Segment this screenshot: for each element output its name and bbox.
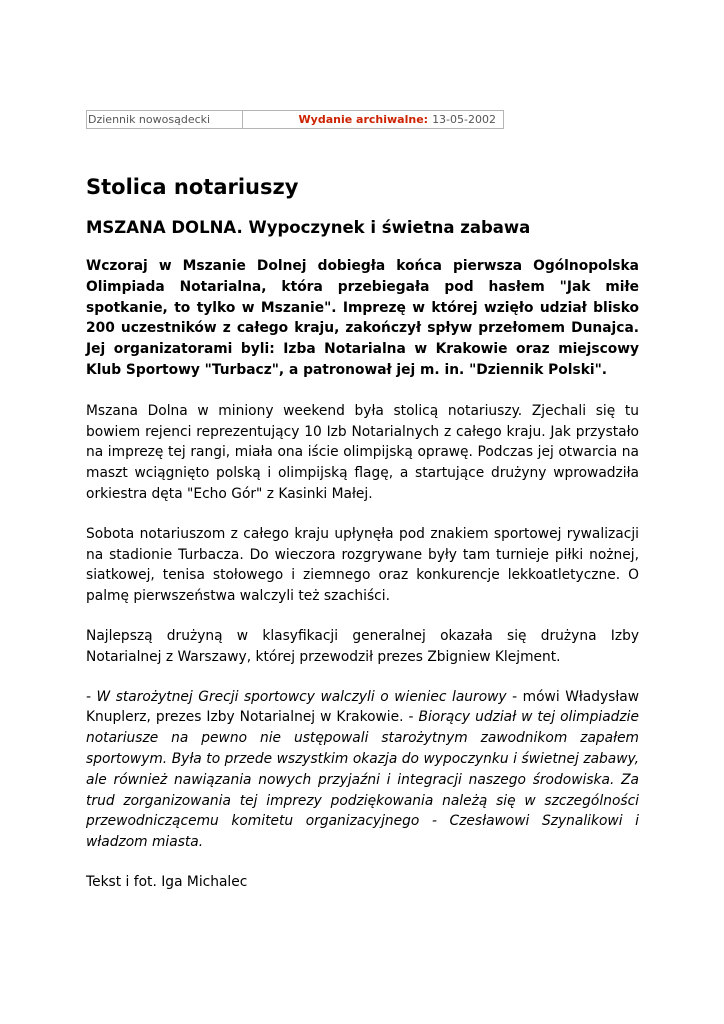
source-cell: [87, 111, 243, 128]
author-credit: Tekst i fot. Iga Michalec: [86, 873, 248, 890]
archive-label: Wydanie archiwalne:: [298, 113, 429, 126]
edition-header: [86, 110, 504, 129]
article-title: Stolica notariuszy: [86, 175, 299, 199]
article-subtitle: MSZANA DOLNA. Wypoczynek i świetna zabawa: [86, 218, 531, 237]
quote-part-1: - W starożytnej Grecji sportowcy walczyli o wieniec laurowy: [86, 688, 507, 705]
article-body: [86, 256, 639, 912]
source-name: Dziennik nowosądecki: [88, 113, 211, 126]
paragraph-2: Sobota notariuszom z całego kraju upłynęła pod znakiem sportowej rywalizacji na stadionie Turbacza. Do wieczora rozgrywane były tam turnieje piłki nożnej, siatkowej, tenisa stołowego i ziemnego oraz konkurencje lekkoatletyczne. O palmę pierwszeństwa walczyli też szachiści.: [86, 525, 639, 605]
paragraph-3: Najlepszą drużyną w klasyfikacji generalnej okazała się drużyna Izby Notarialnej z Warszawy, której przewodził prezes Zbigniew Klejment.: [86, 627, 639, 665]
quote-paragraph: [86, 687, 639, 853]
article-lead: Wczoraj w Mszanie Dolnej dobiegła końca pierwsza Ogólnopolska Olimpiada Notarialna, która przebiegała pod hasłem "Jak miłe spotkanie, to tylko w Mszanie". Imprezę w której wzięło udział blisko 200 uczestników z całego kraju, zakończył spływ przełomem Dunajca. Jej organizatorami byli: Izba Notarialna w Krakowie oraz miejscowy Klub Sportowy "Turbacz", a patronował jej m. in. "Dziennik Polski".: [86, 258, 639, 378]
archive-cell: [243, 111, 503, 128]
paragraph-1: Mszana Dolna w miniony weekend była stolicą notariuszy. Zjechali się tu bowiem rejenci reprezentujący 10 Izb Notarialnych z całego kraju. Jak przystało na imprezę tej rangi, miała ona iście olimpijską oprawę. Podczas jej otwarcia na maszt wciągnięto polską i olimpijską flagę, a startujące drużyny wprowadziła orkiestra dęta "Echo Gór" z Kasinki Małej.: [86, 402, 639, 502]
quote-attribution: - mówi Władysław Knuplerz, prezes Izby Notarialnej w Krakowie. -: [86, 688, 640, 726]
quote-part-2: Biorący udział w tej olimpiadzie notariusze na pewno nie ustępowali starożytnym zawodnikom zapałem sportowym. Była to przede wszystkim okazja do wypoczynku i świetnej zabawy, ale również nawiązania nowych przyjaźni i integracji naszego środowiska. Za trud zorganizowania tej imprezy podziękowania należą się w szczególności przewodniczącemu komitetu organizacyjnego - Czesławowi Szynalikowi i władzom miasta.: [86, 709, 639, 851]
archive-date: 13-05-2002: [432, 113, 496, 126]
